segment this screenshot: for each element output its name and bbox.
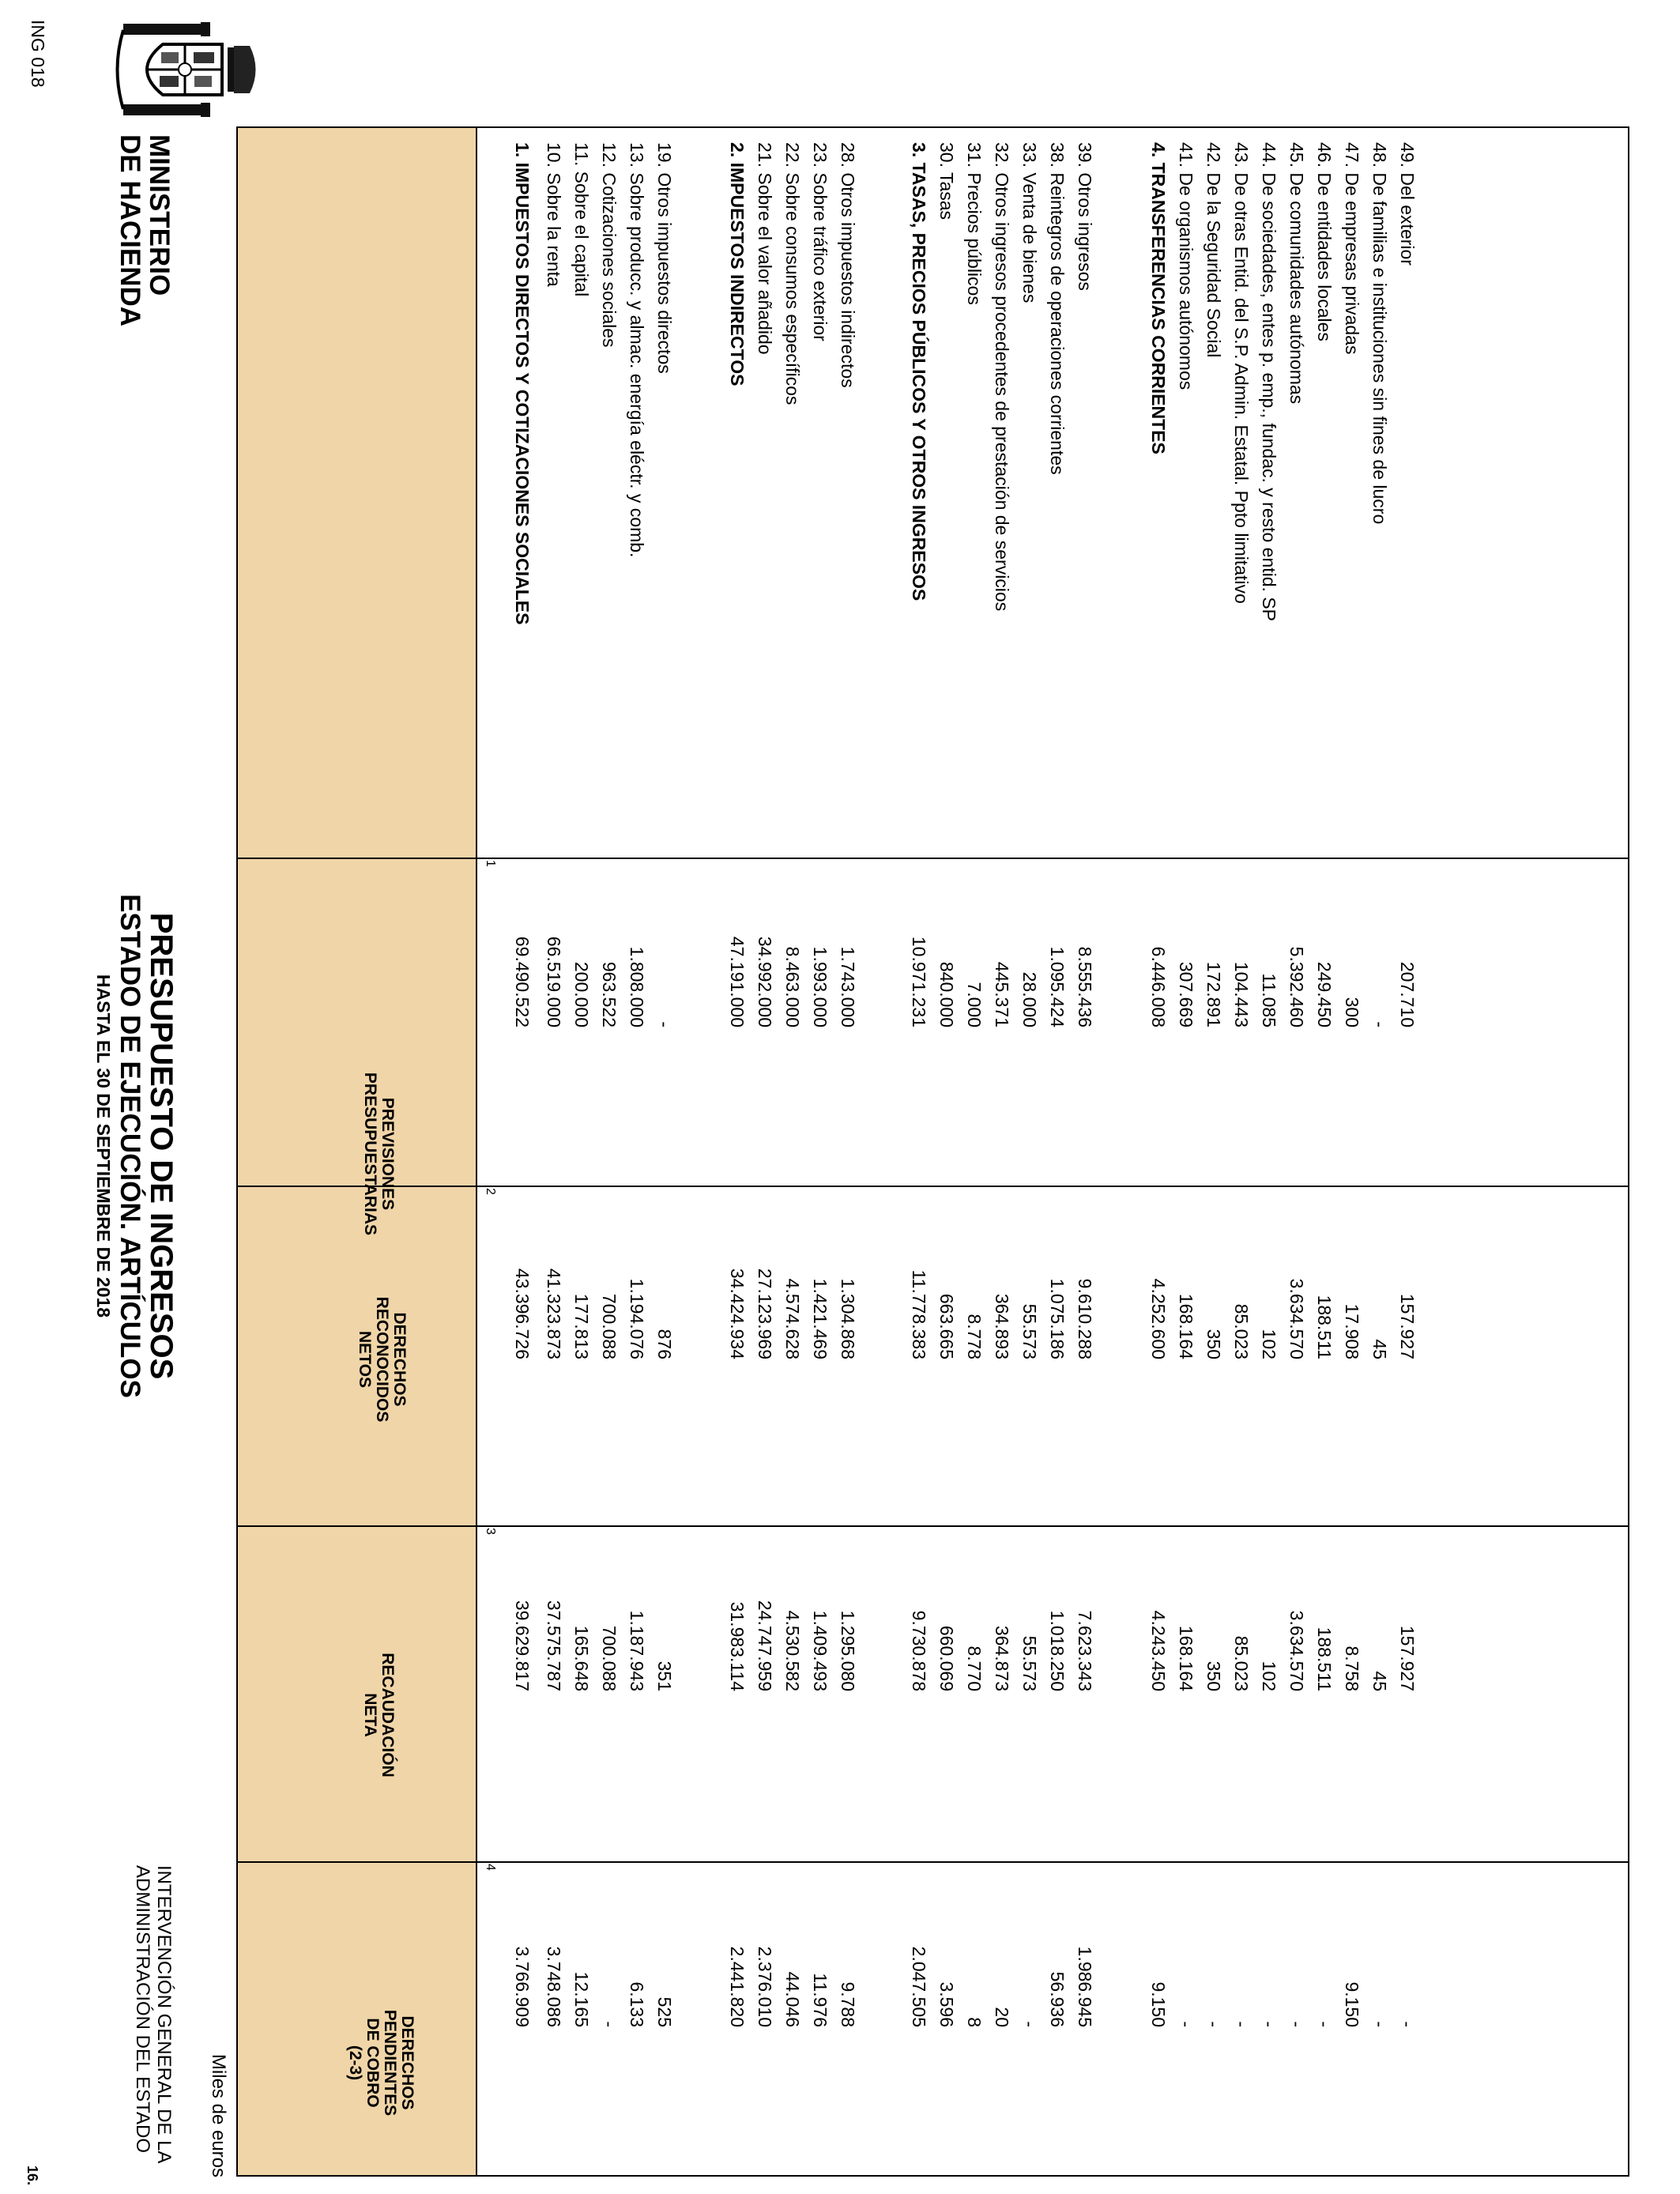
cell-v2: 41.323.873 xyxy=(544,1268,564,1359)
cell-v4: - xyxy=(1019,2021,1040,2027)
cell-v2: 1.194.076 xyxy=(627,1278,647,1359)
cell-v1: 8.555.436 xyxy=(1075,946,1095,1027)
cell-v1: 963.522 xyxy=(599,961,620,1027)
cell-v4: 11.976 xyxy=(810,1973,831,2027)
row-label: 10. Sobre la renta xyxy=(544,142,564,287)
cell-v4: 525 xyxy=(654,1996,675,2027)
cell-v4: - xyxy=(1176,2021,1196,2027)
row-label: 32. Otros ingresos procedentes de prestación de servicios xyxy=(992,142,1012,612)
cell-v3: 8.770 xyxy=(964,1646,985,1691)
cell-v4: 9.150 xyxy=(1342,1981,1362,2027)
cell-v1: 249.450 xyxy=(1314,961,1335,1027)
col-number-3: 3 xyxy=(484,1528,497,1535)
cell-v3: 660.069 xyxy=(936,1625,957,1691)
col-header-3-line-1: RECAUDACIÓN xyxy=(379,1653,397,1777)
cell-v2: 55.573 xyxy=(1019,1303,1040,1359)
col-header-4-line-3: DE COBRO xyxy=(363,2018,382,2108)
col-header-1-line-2: PRESUPUESTARIAS xyxy=(361,1072,379,1236)
cell-v4: 8 xyxy=(964,2017,985,2027)
cell-v2: 168.164 xyxy=(1176,1293,1196,1359)
row-label: 28. Otros impuestos indirectos xyxy=(838,142,858,388)
section-label: 3. TASAS, PRECIOS PÚBLICOS Y OTROS INGRESOS xyxy=(909,142,929,601)
cell-v3: 188.511 xyxy=(1314,1627,1335,1691)
cell-v4: - xyxy=(1314,2021,1335,2027)
cell-v3: 4.243.450 xyxy=(1148,1610,1169,1691)
page-title: PRESUPUESTO DE INGRESOS xyxy=(144,912,179,1380)
cell-v1: - xyxy=(1369,1021,1390,1027)
cell-v3: 45 xyxy=(1369,1671,1390,1691)
row-label: 46. De entidades locales xyxy=(1314,142,1335,341)
col-header-4-line-1: DERECHOS xyxy=(398,2015,416,2110)
row-label: 13. Sobre producc. y almac. energía eléctr. y comb. xyxy=(627,142,647,558)
cell-v1: 445.371 xyxy=(992,961,1012,1027)
row-label: 21. Sobre el valor añadido xyxy=(755,142,775,355)
cell-v1: 172.891 xyxy=(1203,961,1224,1027)
row-label: 47. De empresas privadas xyxy=(1342,142,1362,355)
cell-v1: 1.095.424 xyxy=(1047,946,1068,1027)
cell-v1: 8.463.000 xyxy=(782,946,803,1027)
cell-v3: 364.873 xyxy=(992,1625,1012,1691)
cell-v2: 102 xyxy=(1259,1329,1279,1359)
cell-v3: 7.623.343 xyxy=(1075,1610,1095,1691)
cell-v1: 840.000 xyxy=(936,961,957,1027)
cell-v2: 4.252.600 xyxy=(1148,1278,1169,1359)
cell-v3: 1.187.943 xyxy=(627,1610,647,1691)
footer-code: ING 018 xyxy=(28,20,48,88)
cell-v2: 663.665 xyxy=(936,1293,957,1359)
section-label: 1. IMPUESTOS DIRECTOS Y COTIZACIONES SOCIALES xyxy=(512,142,533,625)
cell-v3: 39.629.817 xyxy=(512,1600,533,1691)
cell-v3: 8.758 xyxy=(1342,1646,1362,1691)
row-label: 12. Cotizaciones sociales xyxy=(599,142,620,348)
cell-v1: 200.000 xyxy=(571,961,592,1027)
cell-v3: 165.648 xyxy=(571,1625,592,1691)
row-label: 49. Del exterior xyxy=(1397,142,1418,266)
cell-v1: 104.443 xyxy=(1231,961,1252,1027)
row-label: 38. Reintegros de operaciones corrientes xyxy=(1047,142,1068,475)
cell-v2: 43.396.726 xyxy=(512,1268,533,1359)
cell-v4: 56.936 xyxy=(1047,1971,1068,2027)
cell-v2: 11.778.383 xyxy=(909,1269,929,1359)
cell-v3: 37.575.787 xyxy=(544,1600,564,1691)
cell-v4: 6.133 xyxy=(627,1981,647,2027)
cell-v3: 102 xyxy=(1259,1661,1279,1691)
cell-v4: 44.046 xyxy=(782,1971,803,2027)
cell-v3: 31.983.114 xyxy=(727,1601,748,1691)
row-label: 48. De familias e instituciones sin fines de lucro xyxy=(1369,142,1390,525)
cell-v4: 12.165 xyxy=(571,1971,592,2027)
cell-v4: 2.441.820 xyxy=(727,1946,748,2027)
cell-v2: 1.304.868 xyxy=(838,1278,858,1359)
cell-v3: 168.164 xyxy=(1176,1625,1196,1691)
cell-v1: 307.669 xyxy=(1176,961,1196,1027)
cell-v4: - xyxy=(1231,2021,1252,2027)
cell-v3: 157.927 xyxy=(1397,1625,1418,1691)
col-number-4: 4 xyxy=(484,1864,497,1871)
col-number-1: 1 xyxy=(484,860,497,867)
row-label: 33. Venta de bienes xyxy=(1019,142,1040,303)
cell-v4: - xyxy=(1203,2021,1224,2027)
cell-v2: 27.123.969 xyxy=(755,1268,775,1359)
cell-v3: 350 xyxy=(1203,1661,1224,1691)
row-label: 11. Sobre el capital xyxy=(571,142,592,297)
cell-v4: 3.748.086 xyxy=(544,1946,564,2027)
col-header-4-line-4: (2-3) xyxy=(346,2045,364,2081)
cell-v2: 700.088 xyxy=(599,1293,620,1359)
col-header-2-line-3: NETOS xyxy=(356,1331,374,1388)
cell-v2: 4.574.628 xyxy=(782,1278,803,1359)
cell-v2: 188.511 xyxy=(1314,1295,1335,1359)
cell-v4: 1.986.945 xyxy=(1075,1946,1095,2027)
cell-v2: 45 xyxy=(1369,1339,1390,1359)
cell-v3: 1.295.080 xyxy=(838,1610,858,1691)
col-header-2-line-1: DERECHOS xyxy=(390,1312,409,1407)
cell-v1: 1.743.000 xyxy=(838,946,858,1027)
row-label: 19. Otros impuestos directos xyxy=(654,142,675,374)
col-header-2-line-2: RECONOCIDOS xyxy=(373,1296,391,1423)
cell-v2: 85.023 xyxy=(1231,1303,1252,1359)
cell-v3: 1.409.493 xyxy=(810,1610,831,1691)
cell-v4: - xyxy=(1369,2021,1390,2027)
cell-v1: 47.191.000 xyxy=(727,936,748,1027)
cell-v3: 700.088 xyxy=(599,1625,620,1691)
row-label: 22. Sobre consumos específicos xyxy=(782,142,803,405)
cell-v1: 300 xyxy=(1342,997,1362,1027)
row-label: 43. De otras Entid. del S.P. Admin. Estatal. Ppto limitativo xyxy=(1231,142,1252,604)
section-label: 4. TRANSFERENCIAS CORRIENTES xyxy=(1148,142,1169,454)
row-label: 44. De sociedades, entes p. emp., fundac. y resto entid. SP xyxy=(1259,142,1279,622)
cell-v2: 17.908 xyxy=(1342,1303,1362,1359)
col-header-3-line-2: NETA xyxy=(361,1693,379,1737)
page-subtitle: ESTADO DE EJECUCIÓN. ARTÍCULOS xyxy=(115,894,145,1398)
cell-v1: 7.000 xyxy=(964,982,985,1027)
row-label: 23. Sobre tráfico exterior xyxy=(810,142,831,341)
cell-v2: 1.075.186 xyxy=(1047,1278,1068,1359)
cell-v2: 364.893 xyxy=(992,1293,1012,1359)
cell-v4: 2.047.505 xyxy=(909,1946,929,2027)
row-label: 39. Otros ingresos xyxy=(1075,142,1095,291)
cell-v2: 177.813 xyxy=(571,1293,592,1359)
col-number-2: 2 xyxy=(484,1188,497,1195)
cell-v2: 3.634.570 xyxy=(1286,1278,1307,1359)
row-label: 42. De la Seguridad Social xyxy=(1203,142,1224,358)
agency-line-1: INTERVENCIÓN GENERAL DE LA xyxy=(153,1865,175,2164)
cell-v1: 1.993.000 xyxy=(810,946,831,1027)
cell-v3: 85.023 xyxy=(1231,1635,1252,1691)
cell-v4: - xyxy=(1286,2021,1307,2027)
cell-v4: 2.376.010 xyxy=(755,1946,775,2027)
cell-v1: 28.000 xyxy=(1019,971,1040,1027)
cell-v2: 157.927 xyxy=(1397,1293,1418,1359)
row-label: 45. De comunidades autónomas xyxy=(1286,142,1307,405)
cell-v3: 351 xyxy=(654,1661,675,1691)
cell-v1: 6.446.008 xyxy=(1148,946,1169,1027)
cell-v1: 69.490.522 xyxy=(512,936,533,1027)
cell-v2: 1.421.469 xyxy=(810,1278,831,1359)
cell-v1: 11.085 xyxy=(1259,973,1279,1027)
row-label: 41. De organismos autónomos xyxy=(1176,142,1196,390)
page-date: HASTA EL 30 DE SEPTIEMBRE DE 2018 xyxy=(93,974,114,1318)
cell-v4: 9.788 xyxy=(838,1981,858,2027)
cell-v3: 24.747.959 xyxy=(755,1600,775,1691)
cell-v2: 9.610.288 xyxy=(1075,1278,1095,1359)
cell-v1: 1.808.000 xyxy=(627,946,647,1027)
cell-v3: 55.573 xyxy=(1019,1635,1040,1691)
agency-line-2: ADMINISTRACIÓN DEL ESTADO xyxy=(132,1865,153,2154)
cell-v4: 20 xyxy=(992,2007,1012,2027)
cell-v3: 3.634.570 xyxy=(1286,1610,1307,1691)
cell-v4: 3.766.909 xyxy=(512,1946,533,2027)
cell-v1: 5.392.460 xyxy=(1286,946,1307,1027)
ministry-line-1: MINISTERIO xyxy=(144,134,175,296)
page-number: 16. xyxy=(24,2166,40,2186)
cell-v3: 9.730.878 xyxy=(909,1610,929,1691)
cell-v2: 8.778 xyxy=(964,1314,985,1359)
cell-v4: - xyxy=(1397,2021,1418,2027)
col-header-1-line-1: PREVISIONES xyxy=(379,1097,397,1211)
col-header-4-line-2: PENDIENTES xyxy=(381,2009,399,2117)
cell-v4: 3.596 xyxy=(936,1981,957,2027)
cell-v4: - xyxy=(1259,2021,1279,2027)
row-label: 31. Precios públicos xyxy=(964,142,985,305)
cell-v1: 34.992.000 xyxy=(755,936,775,1027)
section-label: 2. IMPUESTOS INDIRECTOS xyxy=(727,142,748,386)
cell-v3: 1.018.250 xyxy=(1047,1610,1068,1691)
cell-v1: 10.971.231 xyxy=(909,936,929,1027)
ministry-line-2: DE HACIENDA xyxy=(115,134,145,327)
cell-v4: 9.150 xyxy=(1148,1981,1169,2027)
cell-v1: 66.519.000 xyxy=(544,936,564,1027)
cell-v4: - xyxy=(599,2021,620,2027)
cell-v2: 876 xyxy=(654,1329,675,1359)
cell-v1: - xyxy=(654,1021,675,1027)
cell-v1: 207.710 xyxy=(1397,961,1418,1027)
cell-v2: 350 xyxy=(1203,1329,1224,1359)
cell-v3: 4.530.582 xyxy=(782,1610,803,1691)
units-label: Miles de euros xyxy=(208,2053,229,2177)
row-label: 30. Tasas xyxy=(936,142,957,221)
cell-v2: 34.424.934 xyxy=(727,1268,748,1359)
